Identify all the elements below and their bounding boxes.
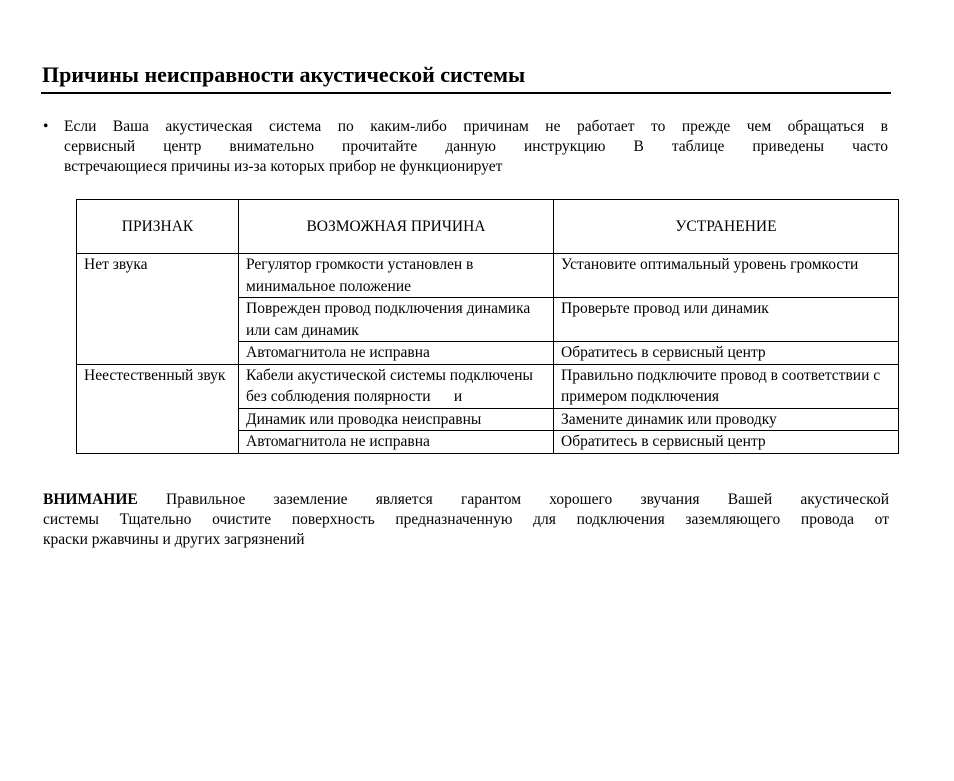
table-row: [77, 364, 899, 408]
page-title: Причины неисправности акустической системы: [42, 62, 526, 87]
fix-cell: Замените динамик или проводку: [554, 408, 899, 431]
cause-cell: Регулятор громкости установлен в минимальное положение: [239, 254, 554, 298]
fix-cell: Проверьте провод или динамик: [554, 298, 899, 342]
table-row: [77, 254, 899, 298]
warning-line-1: [43, 490, 889, 510]
title-underline: [41, 92, 891, 94]
header-symptom: ПРИЗНАК: [77, 200, 239, 254]
cause-cell: Автомагнитола не исправна: [239, 431, 554, 454]
warning-label: ВНИМАНИЕ: [43, 491, 138, 508]
warning-text-1: Правильное заземление является гарантом хорошего звучания Вашей акустической: [166, 491, 889, 508]
symptom-cell: Неестественный звук: [77, 364, 239, 453]
fix-cell: Обратитесь в сервисный центр: [554, 431, 899, 454]
intro-line-2: сервисный центр внимательно прочитайте данную инструкцию В таблице приведены часто: [64, 138, 888, 155]
troubleshooting-table: [76, 199, 899, 454]
cause-cell: Динамик или проводка неисправны: [239, 408, 554, 431]
cause-cell: Кабели акустической системы подключены без соблюдения полярности и: [239, 364, 554, 408]
bullet-marker: •: [43, 118, 49, 135]
fix-cell: Установите оптимальный уровень громкости: [554, 254, 899, 298]
intro-line-1: Если Ваша акустическая система по каким-либо причинам не работает то прежде чем обращаться в: [64, 118, 888, 135]
table-header-row: [77, 200, 899, 254]
intro-line-3: встречающиеся причины из-за которых прибор не функционирует: [64, 158, 503, 175]
header-fix: УСТРАНЕНИЕ: [554, 200, 899, 254]
symptom-cell: Нет звука: [77, 254, 239, 365]
fix-cell: Правильно подключите провод в соответствии с примером подключения: [554, 364, 899, 408]
fix-cell: Обратитесь в сервисный центр: [554, 342, 899, 365]
warning-line-3: краски ржавчины и других загрязнений: [43, 531, 305, 548]
warning-line-2: системы Тщательно очистите поверхность предназначенную для подключения заземляющего провода от: [43, 511, 889, 528]
header-cause: ВОЗМОЖНАЯ ПРИЧИНА: [239, 200, 554, 254]
cause-cell: Автомагнитола не исправна: [239, 342, 554, 365]
cause-cell: Поврежден провод подключения динамика или сам динамик: [239, 298, 554, 342]
